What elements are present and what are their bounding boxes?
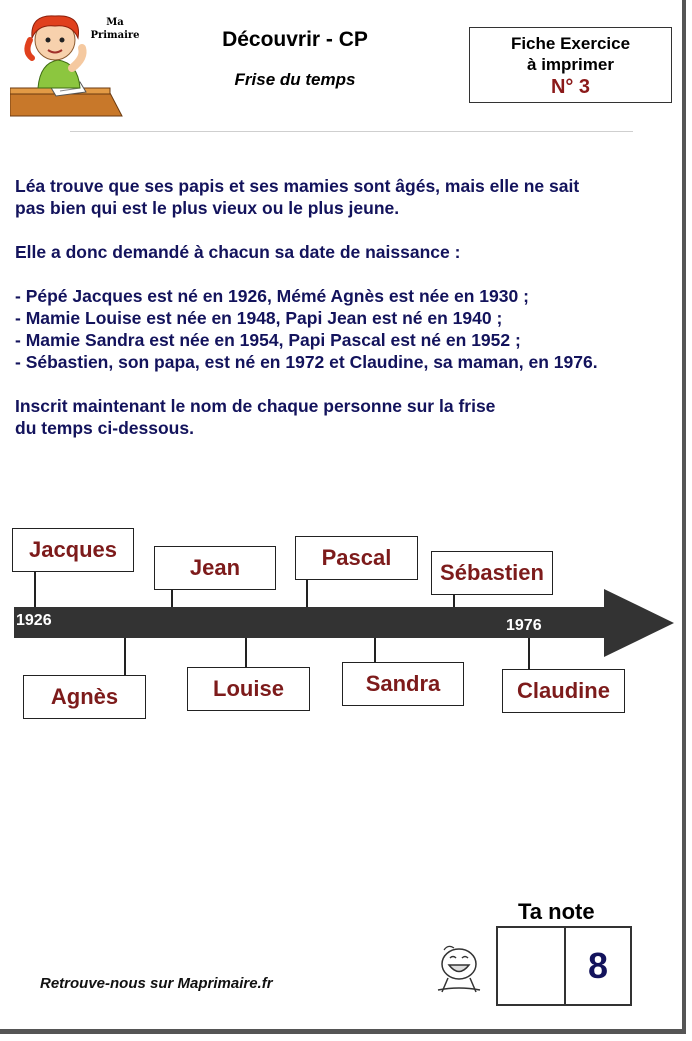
note-max-value: 8 [587, 945, 609, 986]
label-pascal: Pascal [295, 536, 418, 580]
list-item: - Sébastien, son papa, est né en 1972 et Claudine, sa maman, en 1976. [15, 352, 598, 372]
label-sandra: Sandra [342, 662, 464, 706]
label-agnes: Agnès [23, 675, 146, 719]
paragraph1-line2: pas bien qui est le plus vieux ou le plus jeune. [15, 198, 400, 218]
note-box [496, 926, 632, 1006]
label-sebastien: Sébastien [431, 551, 553, 595]
fiche-box [469, 27, 672, 103]
label-jean: Jean [154, 546, 276, 590]
fiche-line2: à imprimer [527, 55, 614, 74]
paragraph2: Elle a donc demandé à chacun sa date de naissance : [15, 242, 461, 262]
timeline [0, 520, 686, 730]
logo-text-line1: Ma [106, 17, 124, 28]
fiche-line1: Fiche Exercice [510, 34, 631, 53]
label-claudine: Claudine [502, 669, 625, 713]
list-item: - Mamie Louise est née en 1948, Papi Jean est né en 1940 ; [15, 308, 503, 328]
list-item: - Mamie Sandra est née en 1954, Papi Pascal est né en 1952 ; [15, 330, 521, 350]
laughing-face-icon [434, 940, 484, 995]
exercise-text [15, 175, 675, 439]
logo-text-line2: Primaire [90, 30, 140, 41]
fiche-number: N° 3 [550, 76, 591, 98]
header-divider [70, 131, 633, 132]
page-subtitle: Frise du temps [234, 70, 356, 89]
page-title: Découvrir - CP [222, 28, 368, 51]
list-item: - Pépé Jacques est né en 1926, Mémé Agnès est née en 1930 ; [15, 286, 529, 306]
instruction-line1: Inscrit maintenant le nom de chaque personne sur la frise [15, 396, 496, 416]
note-title: Ta note [518, 899, 595, 924]
logo-text [86, 16, 144, 42]
label-louise: Louise [187, 667, 310, 711]
label-jacques: Jacques [12, 528, 134, 572]
instruction-line2: du temps ci-dessous. [15, 418, 194, 438]
timeline-end-year: 1976 [506, 617, 542, 634]
website-text: Retrouve-nous sur Maprimaire.fr [40, 975, 273, 992]
timeline-start-year: 1926 [16, 612, 52, 629]
paragraph1-line1: Léa trouve que ses papis et ses mamies sont âgés, mais elle ne sait [15, 176, 580, 196]
